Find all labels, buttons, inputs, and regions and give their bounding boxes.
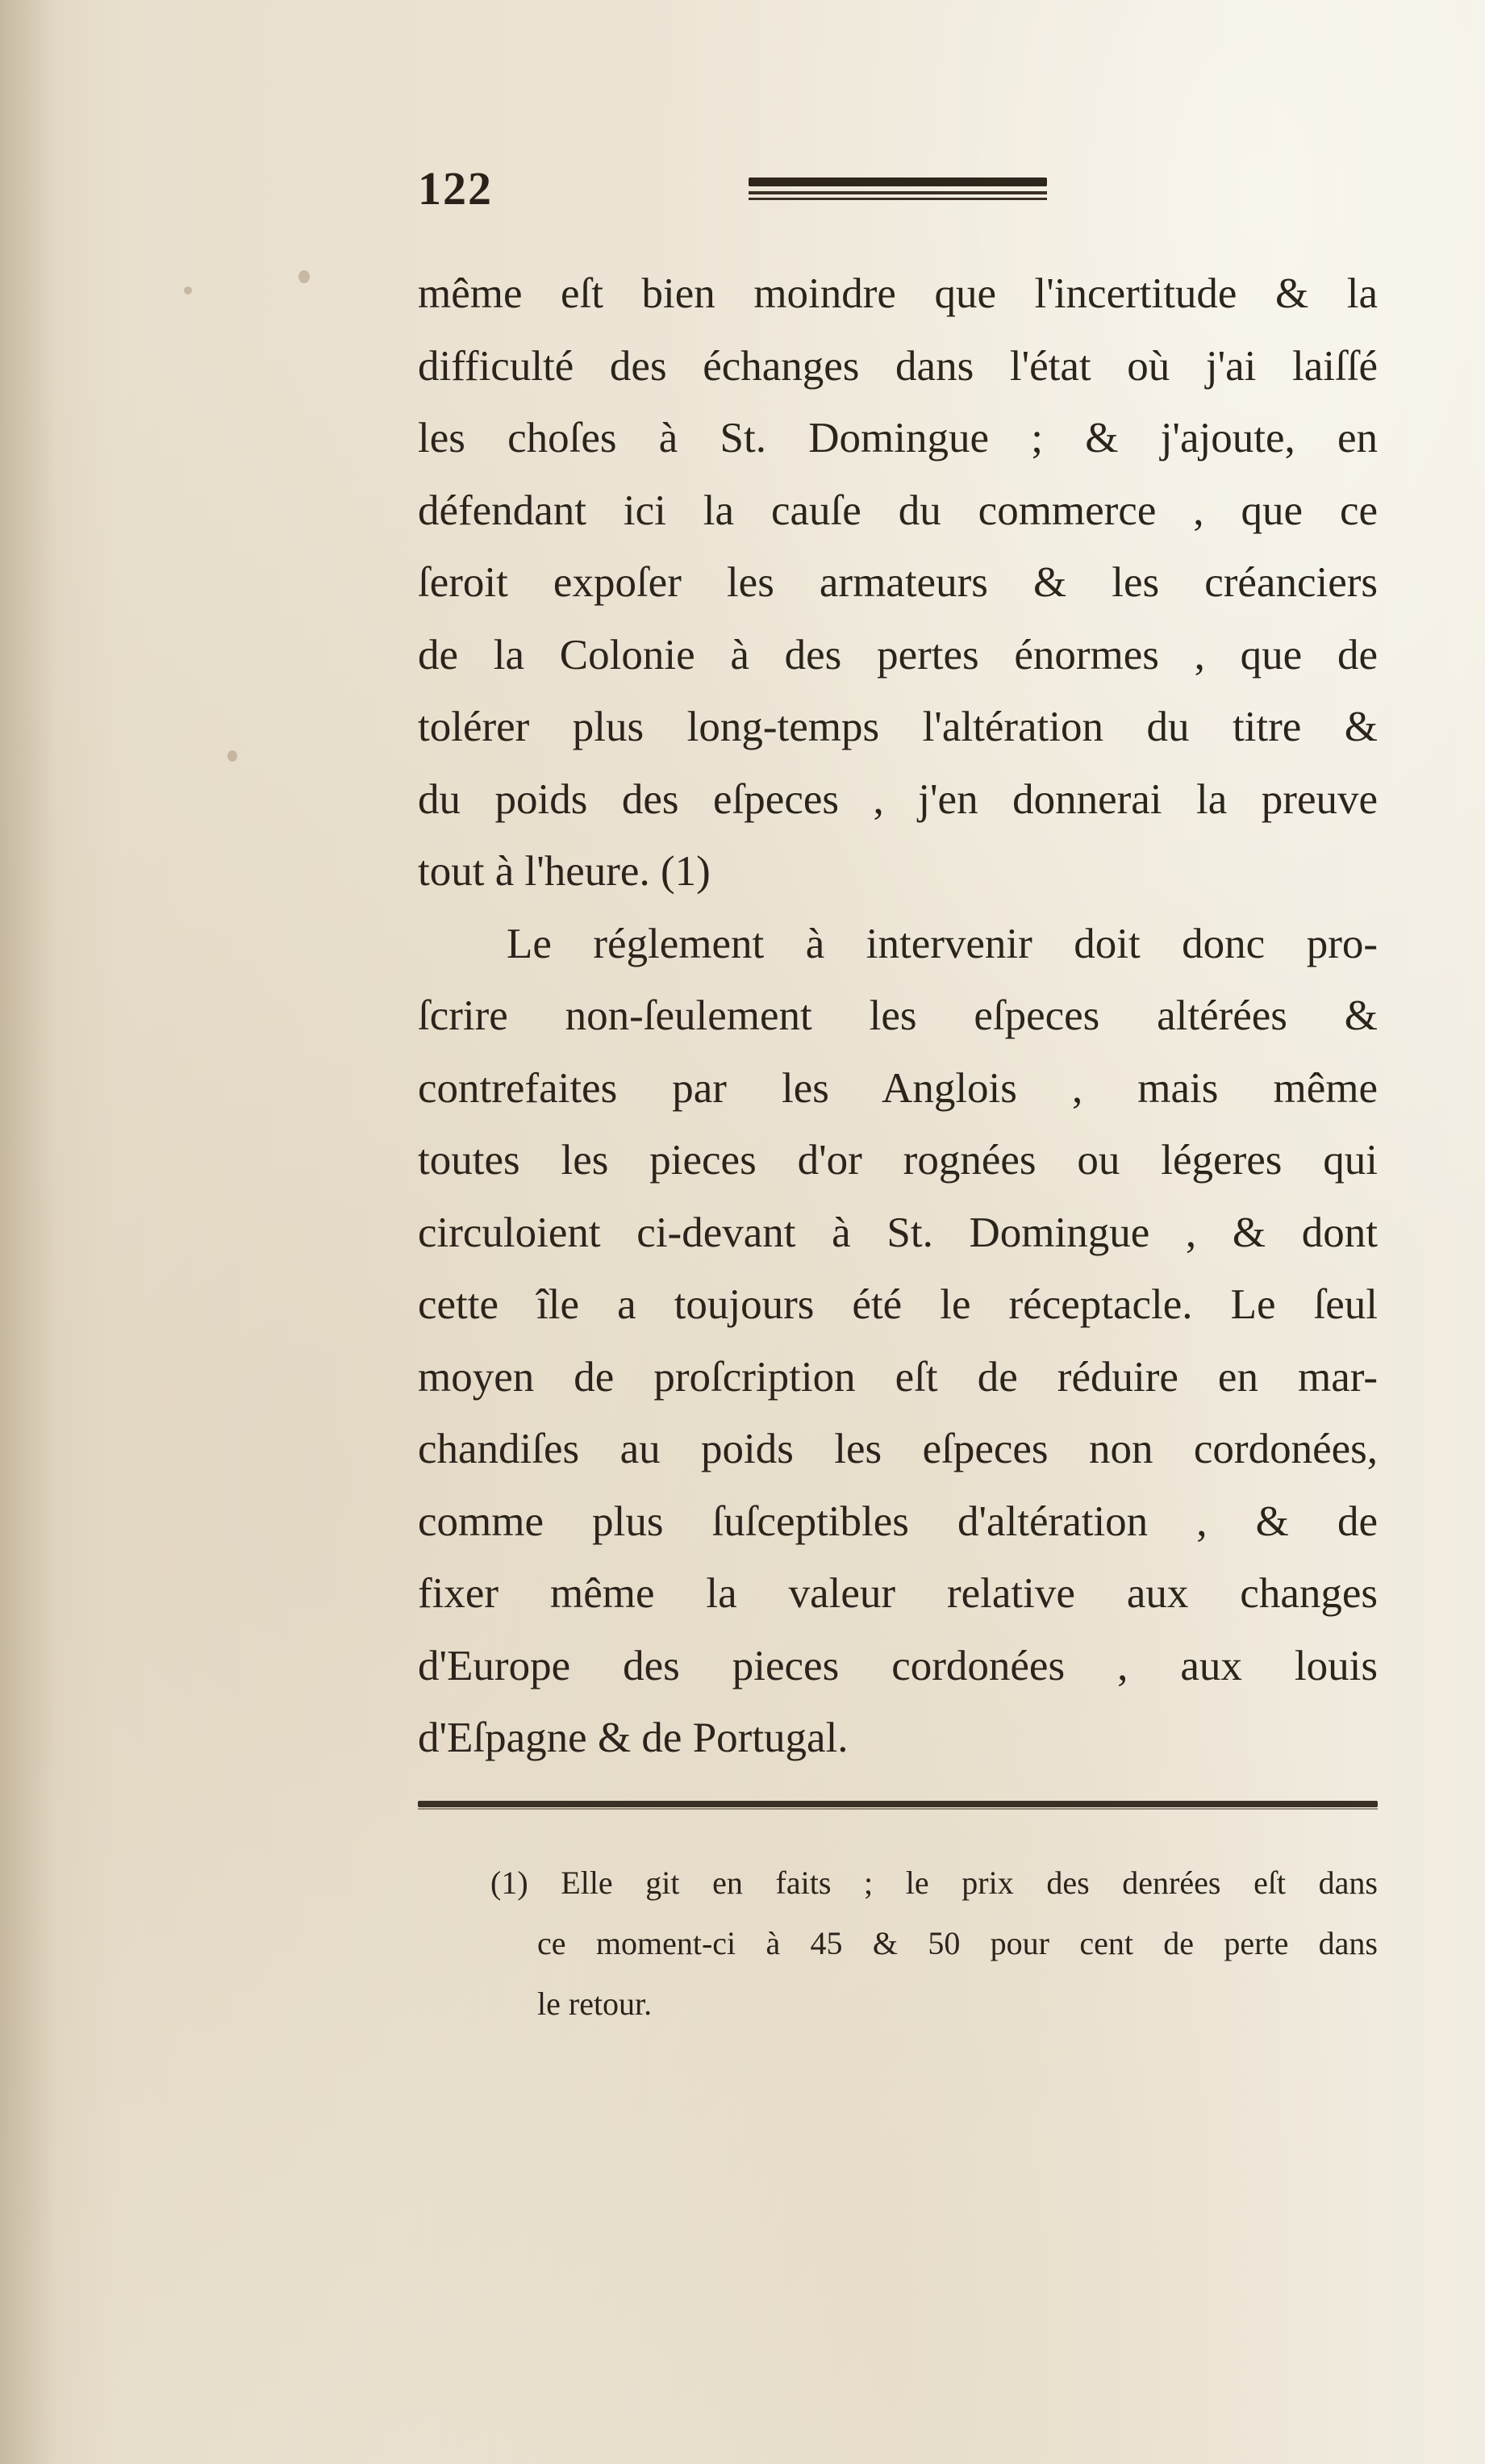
footnote-line: le retour. <box>537 1986 653 2022</box>
text-line: comme plus ſuſceptibles d'altération , & de <box>418 1497 1378 1545</box>
page-number: 122 <box>418 162 493 215</box>
main-text <box>418 258 1378 1775</box>
footnote-line: (1) Elle git en faits ; le prix des denrées eſt dans <box>490 1865 1378 1901</box>
page-header <box>418 161 1386 218</box>
page-edge-shadow <box>0 0 56 2464</box>
text-line: cette île a toujours été le réceptacle. Le ſeul <box>418 1281 1378 1328</box>
text-line: défendant ici la cauſe du commerce , que ce <box>418 487 1378 534</box>
text-line: même eſt bien moindre que l'incertitude & la <box>418 270 1378 317</box>
paper-stain <box>227 750 237 762</box>
text-line: du poids des eſpeces , j'en donnerai la preuve <box>418 775 1378 823</box>
text-line: ſeroit expoſer les armateurs & les créanciers <box>418 559 1378 606</box>
text-line: de la Colonie à des pertes énormes , que de <box>418 631 1378 679</box>
text-line: d'Europe des pieces cordonées , aux louis <box>418 1642 1378 1689</box>
header-ornament-rule <box>749 177 1047 207</box>
text-line: moyen de proſcription eſt de réduire en mar- <box>418 1353 1378 1401</box>
text-line: les choſes à St. Domingue ; & j'ajoute, en <box>418 415 1378 461</box>
text-line: d'Eſpagne & de Portugal. <box>418 1714 849 1761</box>
text-line: fixer même la valeur relative aux changes <box>418 1570 1378 1617</box>
paper-stain <box>298 270 310 283</box>
footnote-separator <box>418 1801 1378 1807</box>
paper-stain <box>184 286 192 294</box>
footnote <box>418 1852 1378 2034</box>
text-line: tout à l'heure. (1) <box>418 848 711 895</box>
text-line: difficulté des échanges dans l'état où j'ai laiſſé <box>418 342 1378 390</box>
text-line: circuloient ci-devant à St. Domingue , & dont <box>418 1209 1378 1256</box>
text-line: contrefaites par les Anglois , mais même <box>418 1064 1378 1112</box>
text-line: Le réglement à intervenir doit donc pro- <box>507 920 1378 967</box>
text-line: ſcrire non-ſeulement les eſpeces altérées & <box>418 992 1378 1039</box>
text-line: chandiſes au poids les eſpeces non cordonées, <box>418 1426 1378 1472</box>
text-line: tolérer plus long-temps l'altération du titre & <box>418 704 1378 750</box>
footnote-line: ce moment-ci à 45 & 50 pour cent de perte dans <box>537 1925 1378 1961</box>
text-line: toutes les pieces d'or rognées ou légeres qui <box>418 1137 1378 1184</box>
